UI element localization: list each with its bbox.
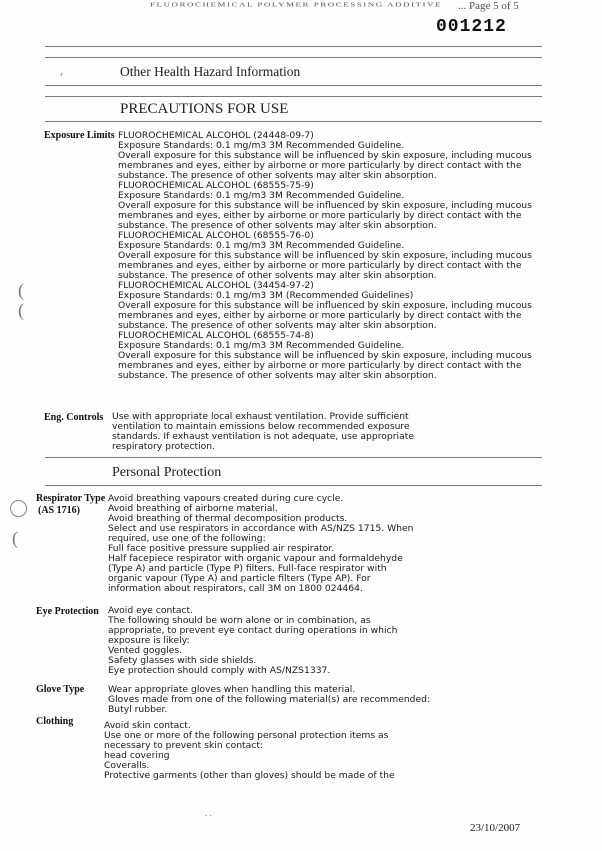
divider: [45, 121, 542, 122]
text-line: Protective garments (other than gloves) should be made of the: [104, 770, 395, 781]
text-line: Avoid breathing of airborne material.: [108, 503, 278, 514]
text-line: FLUOROCHEMICAL ALCOHOL (68555-75-9): [118, 180, 314, 191]
section-title-precautions: PRECAUTIONS FOR USE: [120, 101, 289, 117]
respirator-standard-label: (AS 1716): [38, 505, 80, 516]
text-line: membranes and eyes, either by airborne or more particularly by direct contact with the: [118, 360, 522, 371]
text-line: exposure is likely:: [108, 635, 190, 646]
eye-protection-label: Eye Protection: [36, 606, 99, 617]
text-line: Safety glasses with side shields.: [108, 655, 257, 666]
text-line: The following should be worn alone or in combination, as: [108, 615, 371, 626]
text-line: necessary to prevent skin contact:: [104, 740, 264, 751]
text-line: Coveralls.: [104, 760, 150, 771]
text-line: Use one or more of the following personal protection items as: [104, 730, 389, 741]
document-title-header: FLUOROCHEMICAL POLYMER PROCESSING ADDITIVE: [150, 1, 443, 7]
text-line: respiratory protection.: [112, 441, 216, 452]
respirator-type-label: Respirator Type: [36, 493, 106, 504]
text-line: information about respirators, call 3M on 1800 024464.: [108, 583, 363, 594]
divider: [45, 96, 542, 97]
text-line: Overall exposure for this substance will be influenced by skin exposure, including mucous: [118, 350, 532, 361]
text-line: membranes and eyes, either by airborne or more particularly by direct contact with the: [118, 310, 522, 321]
text-line: Use with appropriate local exhaust ventilation. Provide sufficient: [112, 411, 409, 422]
divider: [45, 85, 542, 86]
text-line: Overall exposure for this substance will be influenced by skin exposure, including mucous: [118, 150, 532, 161]
text-line: required, use one of the following:: [108, 533, 266, 544]
clothing-text: [104, 721, 395, 781]
text-line: Avoid breathing vapours created during cure cycle.: [108, 493, 344, 504]
exposure-limits-text: [118, 131, 532, 381]
divider: [45, 57, 542, 58]
text-line: standards. If exhaust ventilation is not adequate, use appropriate: [112, 431, 414, 442]
glove-type-label: Glove Type: [36, 684, 85, 695]
text-line: substance. The presence of other solvents may alter skin absorption.: [118, 220, 437, 231]
binder-mark: (: [18, 300, 24, 320]
text-line: Eye protection should comply with AS/NZS1337.: [108, 665, 331, 676]
text-line: Avoid breathing of thermal decomposition products.: [108, 513, 348, 524]
text-line: Full face positive pressure supplied air respirator.: [108, 543, 335, 554]
text-line: Overall exposure for this substance will be influenced by skin exposure, including mucous: [118, 300, 532, 311]
text-line: Overall exposure for this substance will be influenced by skin exposure, including mucous: [118, 250, 532, 261]
eng-controls-text: [112, 412, 414, 452]
text-line: Avoid skin contact.: [104, 720, 191, 731]
margin-mark: ,: [60, 63, 63, 77]
scan-speck: . .: [205, 808, 212, 818]
text-line: FLUOROCHEMICAL ALCOHOL (34454-97-2): [118, 280, 314, 291]
text-line: FLUOROCHEMICAL ALCOHOL (68555-74-8): [118, 330, 314, 341]
text-line: Exposure Standards: 0.1 mg/m3 3M Recommended Guideline.: [118, 140, 405, 151]
text-line: Exposure Standards: 0.1 mg/m3 3M Recommended Guideline.: [118, 190, 405, 201]
text-line: head covering: [104, 750, 170, 761]
text-line: substance. The presence of other solvents may alter skin absorption.: [118, 320, 437, 331]
text-line: ventilation to maintain emissions below recommended exposure: [112, 421, 410, 432]
text-line: substance. The presence of other solvents may alter skin absorption.: [118, 170, 437, 181]
text-line: appropriate, to prevent eye contact during operations in which: [108, 625, 398, 636]
divider: [45, 485, 542, 486]
eng-controls-label: Eng. Controls: [44, 412, 104, 423]
clothing-label: Clothing: [36, 716, 74, 727]
punch-hole: [10, 500, 27, 517]
text-line: Half facepiece respirator with organic vapour and formaldehyde: [108, 553, 403, 564]
glove-type-text: [108, 685, 430, 715]
binder-mark: (: [12, 528, 18, 548]
eye-protection-text: [108, 606, 397, 676]
text-line: membranes and eyes, either by airborne or more particularly by direct contact with the: [118, 210, 522, 221]
binder-mark: (: [18, 280, 24, 300]
text-line: Gloves made from one of the following material(s) are recommended:: [108, 694, 431, 705]
exposure-limits-label: Exposure Limits: [44, 130, 115, 141]
section-title-personal-protection: Personal Protection: [112, 465, 222, 480]
text-line: organic vapour (Type A) and particle filters (Type AP). For: [108, 573, 371, 584]
text-line: Exposure Standards: 0.1 mg/m3 3M (Recommended Guidelines): [118, 290, 414, 301]
text-line: substance. The presence of other solvents may alter skin absorption.: [118, 370, 437, 381]
text-line: FLUOROCHEMICAL ALCOHOL (68555-76-0): [118, 230, 314, 241]
text-line: Overall exposure for this substance will be influenced by skin exposure, including mucous: [118, 200, 532, 211]
divider: [45, 457, 542, 458]
text-line: Vented goggles.: [108, 645, 183, 656]
divider: [45, 46, 542, 47]
document-number: 001212: [436, 17, 507, 37]
section-title-other-health: Other Health Hazard Information: [120, 64, 301, 79]
text-line: Wear appropriate gloves when handling this material.: [108, 684, 356, 695]
text-line: membranes and eyes, either by airborne or more particularly by direct contact with the: [118, 260, 522, 271]
text-line: Butyl rubber.: [108, 704, 168, 715]
text-line: Exposure Standards: 0.1 mg/m3 3M Recommended Guideline.: [118, 340, 405, 351]
respirator-text: [108, 494, 414, 594]
text-line: FLUOROCHEMICAL ALCOHOL (24448-09-7): [118, 130, 314, 141]
text-line: substance. The presence of other solvents may alter skin absorption.: [118, 270, 437, 281]
text-line: Exposure Standards: 0.1 mg/m3 3M Recommended Guideline.: [118, 240, 405, 251]
text-line: membranes and eyes, either by airborne or more particularly by direct contact with the: [118, 160, 522, 171]
text-line: Avoid eye contact.: [108, 605, 194, 616]
page-number: ... Page 5 of 5: [458, 0, 519, 12]
text-line: (Type A) and particle (Type P) filters. Full-face respirator with: [108, 563, 387, 574]
footer-date: 23/10/2007: [470, 822, 521, 834]
text-line: Select and use respirators in accordance with AS/NZS 1715. When: [108, 523, 414, 534]
